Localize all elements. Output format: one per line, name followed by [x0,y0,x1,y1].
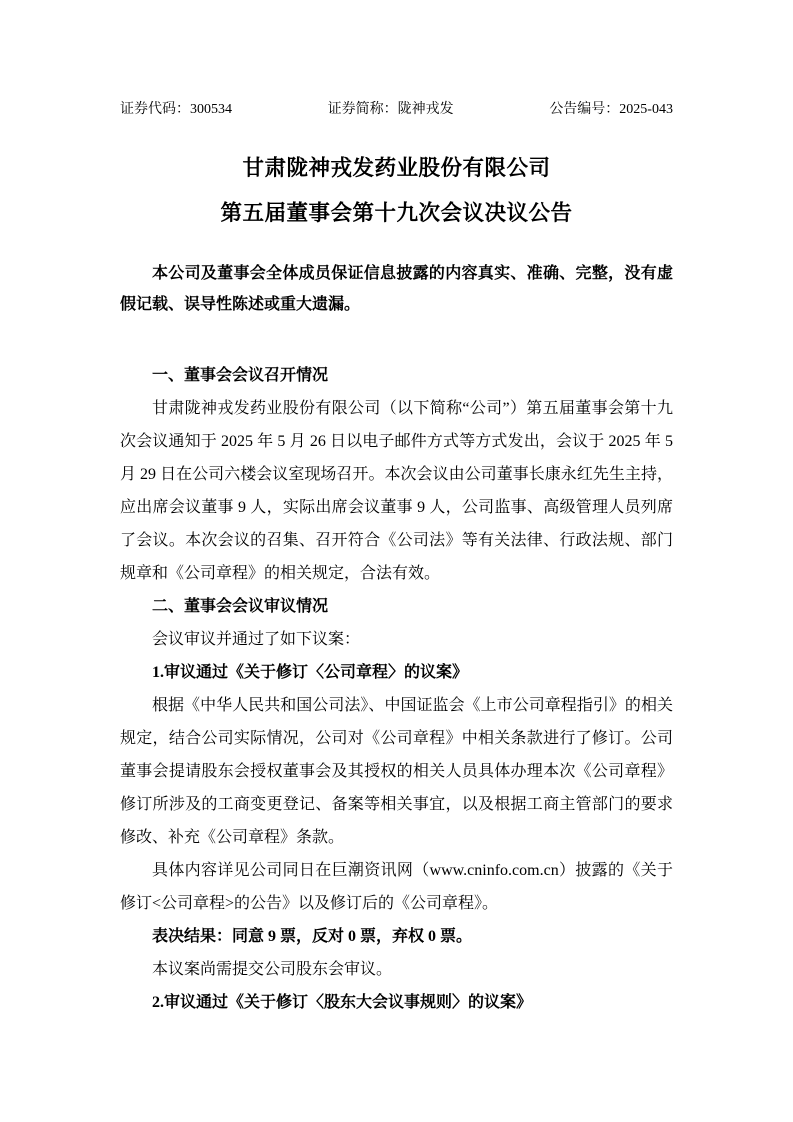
disclaimer-statement: 本公司及董事会全体成员保证信息披露的内容真实、准确、完整，没有虚假记载、误导性陈述或重大遗漏。 [120,265,673,313]
proposal-1-vote-result: 表决结果：同意 9 票，反对 0 票，弃权 0 票。 [152,928,473,945]
proposal-1-paragraph-1: 根据《中华人民共和国公司法》、中国证监会《上市公司章程指引》的相关规定，结合公司实际情况，公司对《公司章程》中相关条款进行了修订。公司董事会提请股东会授权董事会及其授权的相关人员具体办理本次《公司章程》修订所涉及的工商变更登记、备案等相关事宜，以及根据工商主管部门的要求修改、补充《公司章程》条款。 [120,697,673,846]
document-body [120,359,673,1019]
section-1-paragraph: 甘肃陇神戎发药业股份有限公司（以下简称“公司”）第五届董事会第十九次会议通知于 2025 年 5 月 26 日以电子邮件方式等方式发出，会议于 2025 年 5 月 29 日在公司六楼会议室现场召开。本次会议由公司董事长康永红先生主持，应出席会议董事 9 人，实际出席会议董事 9 人，公司监事、高级管理人员列席了会议。本次会议的召集、召开符合《公司法》等有关法律、行政法规、部门规章和《公司章程》的相关规定，合法有效。 [120,400,673,582]
meeting-resolution-title: 第五届董事会第十九次会议决议公告 [220,201,573,225]
proposal-1-heading: 1.审议通过《关于修订〈公司章程〉的议案》 [152,664,469,681]
proposal-1-note: 本议案尚需提交公司股东会审议。 [152,961,393,978]
proposal-2-heading: 2.审议通过《关于修订〈股东大会议事规则〉的议案》 [152,994,533,1011]
proposal-1-paragraph-2: 具体内容详见公司同日在巨潮资讯网（www.cninfo.com.cn）披露的《关于修订<公司章程>的公告》以及修订后的《公司章程》。 [120,862,673,912]
document-header [120,99,673,121]
section-2-heading: 二、董事会会议审议情况 [152,598,329,615]
section-1-heading: 一、董事会会议召开情况 [152,367,329,384]
announcement-number: 公告编号：2025-043 [549,102,673,117]
stock-code: 证券代码：300534 [120,102,232,117]
stock-abbreviation: 证券简称：陇神戎发 [327,102,454,117]
section-2-intro: 会议审议并通过了如下议案： [152,631,361,648]
company-name-title: 甘肃陇神戎发药业股份有限公司 [242,156,551,180]
